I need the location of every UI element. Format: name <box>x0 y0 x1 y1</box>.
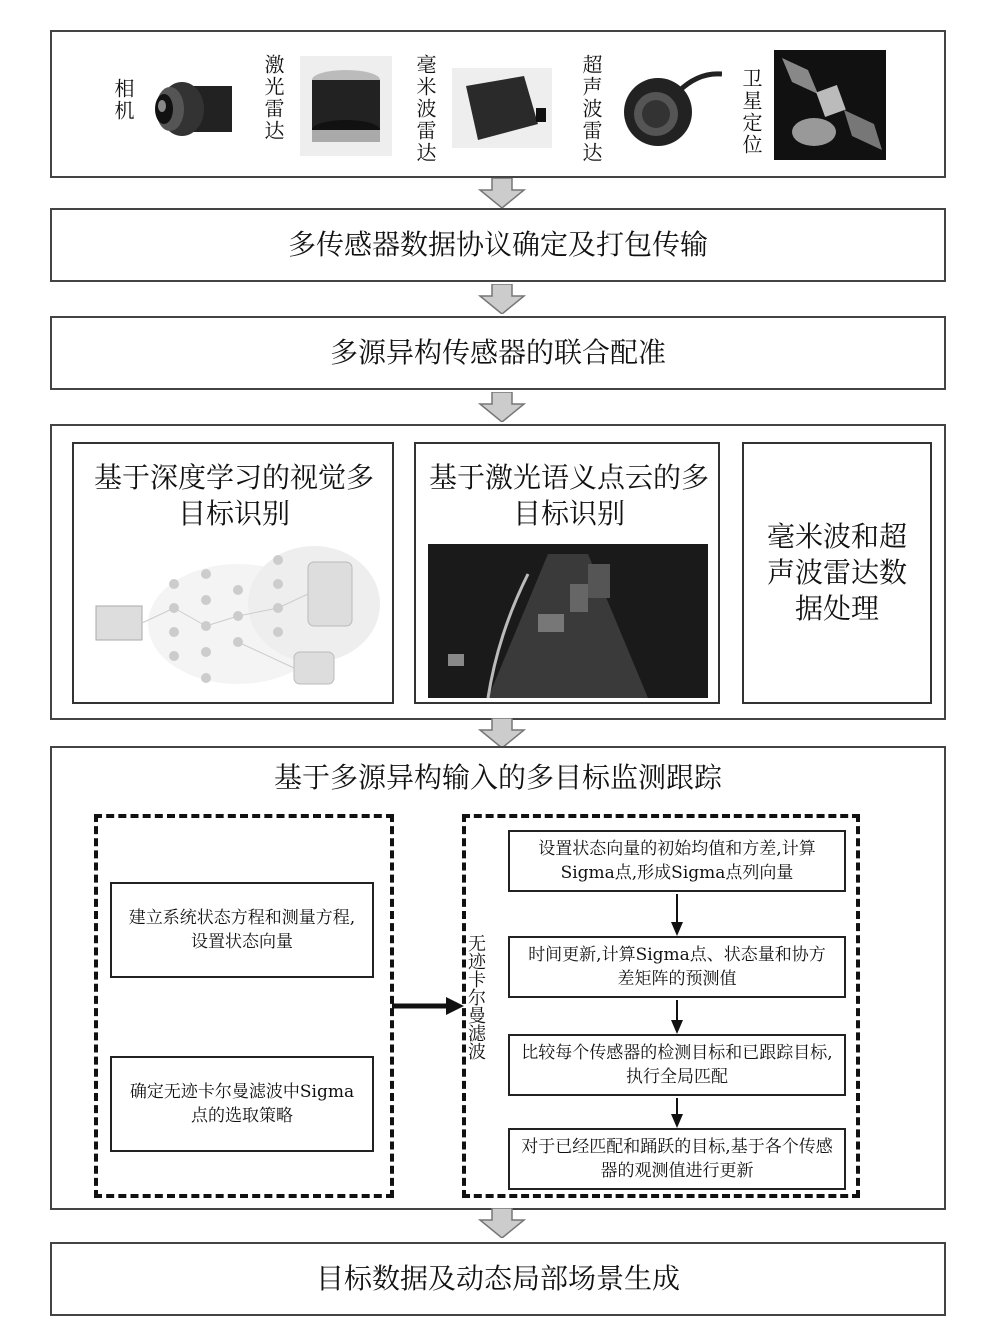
tracking-title: 基于多源异构输入的多目标监测跟踪 <box>273 761 722 794</box>
lidar-recognition-title: 基于激光语义点云的多目标识别 <box>428 461 709 530</box>
neural-network-diagram-icon <box>88 544 384 694</box>
vision-recognition-title: 基于深度学习的视觉多目标识别 <box>93 461 374 530</box>
recognition-panel <box>50 424 946 720</box>
ukf-step-matching <box>508 1034 846 1096</box>
camera-icon <box>146 68 246 148</box>
ukf-step-init <box>508 830 846 892</box>
ukf-step-matching-text: 比较每个传感器的检测目标和已跟踪目标,执行全局匹配 <box>521 1043 833 1087</box>
lidar-recognition-box <box>414 442 720 704</box>
final-step-label: 目标数据及动态局部场景生成 <box>315 1262 680 1295</box>
protocol-step <box>50 208 946 282</box>
flow-arrow-3 <box>478 392 526 422</box>
sigma-strategy-text: 确定无迹卡尔曼滤波中Sigma点的选取策略 <box>129 1082 355 1126</box>
sensor-label-ultrasonic-radar: 超声波雷达 <box>579 54 603 164</box>
sensor-panel <box>50 30 946 178</box>
flow-arrow-1 <box>478 178 526 208</box>
ukf-step-update-text: 对于已经匹配和踊跃的目标,基于各个传感器的观测值进行更新 <box>521 1137 833 1181</box>
satellite-icon <box>774 50 886 160</box>
ultrasonic-radar-icon <box>618 62 722 152</box>
vision-recognition-box <box>72 442 394 704</box>
sigma-strategy-box <box>110 1056 374 1152</box>
final-step <box>50 1242 946 1316</box>
radar-processing-box <box>742 442 932 704</box>
sensor-label-satellite: 卫星定位 <box>739 68 763 156</box>
flow-arrow-4 <box>478 718 526 748</box>
flow-arrow-5 <box>478 1208 526 1238</box>
ukf-connector-arrow <box>392 995 464 1017</box>
tracking-panel <box>50 746 946 1210</box>
ukf-step-arrow-3 <box>669 1098 685 1128</box>
protocol-step-label: 多传感器数据协议确定及打包传输 <box>287 228 708 261</box>
ukf-step-time-update <box>508 936 846 998</box>
ukf-step-time-update-text: 时间更新,计算Sigma点、状态量和协方差矩阵的预测值 <box>528 945 826 989</box>
ukf-step-arrow-2 <box>669 1000 685 1034</box>
ukf-step-arrow-1 <box>669 894 685 936</box>
sensor-label-mmwave-radar: 毫米波雷达 <box>413 54 437 164</box>
radar-processing-title: 毫米波和超声波雷达数据处理 <box>766 520 907 625</box>
flow-arrow-2 <box>478 284 526 314</box>
ukf-step-init-text: 设置状态向量的初始均值和方差,计算Sigma点,形成Sigma点列向量 <box>538 839 816 883</box>
mmwave-radar-icon <box>452 68 552 148</box>
state-equation-box <box>110 882 374 978</box>
lidar-icon <box>300 56 392 156</box>
sensor-label-camera: 相机 <box>111 78 135 122</box>
registration-step <box>50 316 946 390</box>
state-equation-text: 建立系统状态方程和测量方程,设置状态向量 <box>128 908 356 952</box>
ukf-label: 无迹卡尔曼滤波 <box>465 934 486 1060</box>
ukf-step-update <box>508 1128 846 1190</box>
sensor-label-lidar: 激光雷达 <box>261 54 285 142</box>
point-cloud-image-icon <box>428 544 708 698</box>
registration-step-label: 多源异构传感器的联合配准 <box>329 336 666 369</box>
